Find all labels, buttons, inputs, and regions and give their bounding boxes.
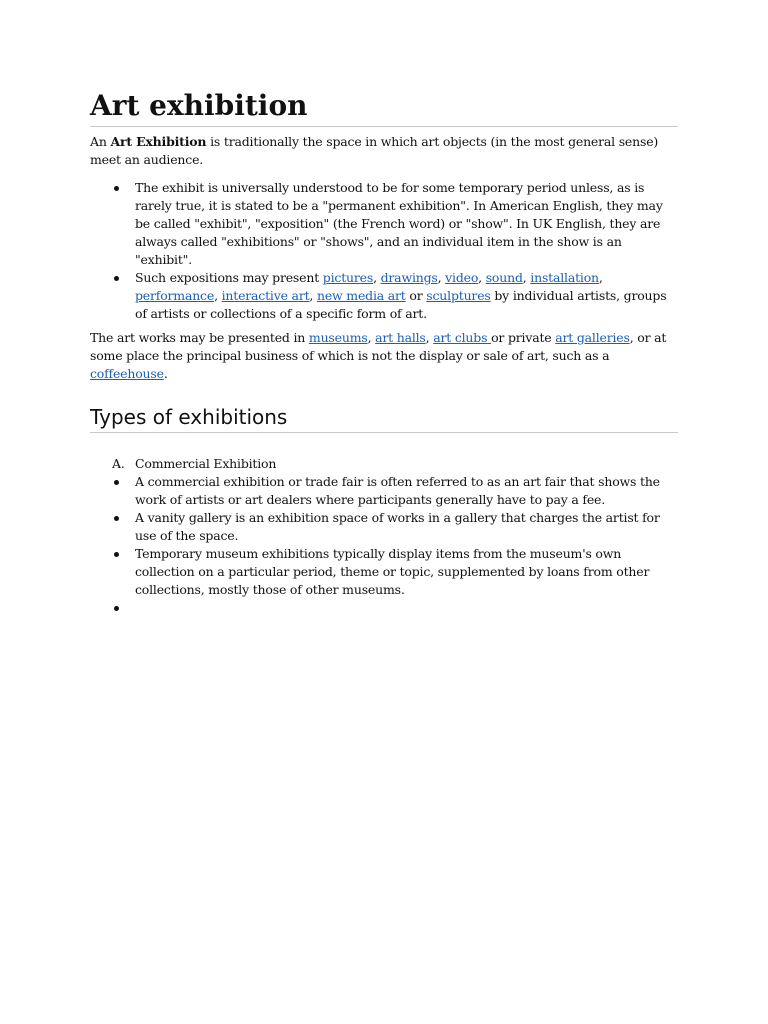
list-item — [90, 179, 678, 269]
link-installation[interactable]: installation — [530, 270, 599, 285]
link-drawings[interactable]: drawings — [380, 270, 438, 285]
section-heading-types: Types of exhibitions — [90, 403, 678, 433]
list-item — [90, 545, 678, 599]
intro-prefix: An — [90, 134, 111, 149]
link-museums[interactable]: museums — [308, 330, 368, 345]
venue-text: or private — [491, 330, 556, 345]
link-art-clubs[interactable]: art clubs — [433, 330, 492, 345]
venue-text: , or at some place the principal business of which is not the display or sale of art, such as a — [90, 330, 667, 363]
intro-suffix: is traditionally the space in which art objects (in the most general sense) meet an audience. — [90, 134, 659, 167]
list-item — [90, 473, 678, 509]
types-list — [90, 455, 678, 617]
list-item: Such expositions may present pictures, drawings, video, sound, installation, performance, interactive art, new media art or sculptures by individual artists, groups of artists or collections of a specific form of art. — [90, 269, 678, 323]
bullet-icon — [114, 606, 119, 611]
link-pictures[interactable]: pictures — [322, 270, 374, 285]
types-item-1: A commercial exhibition or trade fair is often referred to as an art fair that shows the work of artists or art dealers where participants generally have to pay a fee. — [135, 474, 660, 507]
intro-bold-term: Art Exhibition — [110, 134, 207, 149]
bullet-icon — [114, 276, 119, 281]
list-marker-a: A. — [112, 456, 125, 471]
link-performance[interactable]: performance — [135, 288, 215, 303]
bullet-text-2-prefix: Such expositions may present — [135, 270, 323, 285]
bullet-icon — [114, 516, 119, 521]
bullet-icon — [114, 186, 119, 191]
link-coffeehouse[interactable]: coffeehouse — [90, 366, 164, 381]
link-art-galleries[interactable]: art galleries — [555, 330, 630, 345]
bullet-text-1: The exhibit is universally understood to be for some temporary period unless, as is rarely true, it is stated to be a "permanent exhibition". In American English, they may be called "exhibit", "exposition" (the French word) or "show". In UK English, they are always called "exhibitions" or "shows", and an individual item in the show is an "exhibit". — [135, 180, 663, 267]
link-video[interactable]: video — [445, 270, 479, 285]
venue-paragraph — [90, 329, 678, 383]
list-item — [90, 455, 678, 473]
link-sculptures[interactable]: sculptures — [426, 288, 491, 303]
bullet-icon — [114, 552, 119, 557]
bullet-icon — [114, 480, 119, 485]
list-item — [90, 509, 678, 545]
types-item-a: Commercial Exhibition — [135, 456, 277, 471]
link-art-halls[interactable]: art halls — [375, 330, 426, 345]
link-interactive-art[interactable]: interactive art — [221, 288, 310, 303]
bullet-text-2-or: or — [405, 288, 427, 303]
intro-paragraph — [90, 133, 678, 169]
bullet-text-2-suffix: by individual artists, groups of artists or collections of a specific form of art. — [135, 288, 667, 321]
venue-text: , — [425, 330, 434, 345]
list-item — [90, 599, 678, 617]
venue-text: The art works may be presented in — [90, 330, 309, 345]
venue-text: . — [163, 366, 168, 381]
link-new-media-art[interactable]: new media art — [316, 288, 406, 303]
venue-text: , — [367, 330, 376, 345]
types-item-3: Temporary museum exhibitions typically display items from the museum's own collection on a particular period, theme or topic, supplemented by loans from other collections, mostly those of other museums. — [135, 546, 650, 597]
document-page — [90, 88, 678, 617]
bullet-list — [90, 179, 678, 323]
page-title: Art exhibition — [90, 88, 678, 127]
types-item-2: A vanity gallery is an exhibition space of works in a gallery that charges the artist for use of the space. — [135, 510, 660, 543]
link-sound[interactable]: sound — [485, 270, 523, 285]
